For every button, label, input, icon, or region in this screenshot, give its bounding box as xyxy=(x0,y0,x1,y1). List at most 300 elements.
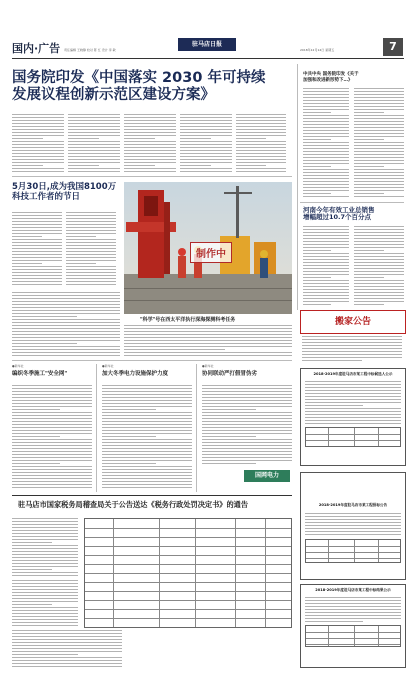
notice-body xyxy=(302,336,402,363)
page-number: 7 xyxy=(383,38,403,56)
text-line xyxy=(12,301,120,302)
text-line xyxy=(180,114,232,115)
text-line xyxy=(12,141,64,142)
text-line xyxy=(202,403,292,404)
text-line xyxy=(66,254,116,255)
text-line xyxy=(303,268,349,269)
bottom-story-2 xyxy=(102,364,192,377)
text-line xyxy=(305,534,401,535)
text-line xyxy=(303,187,349,188)
text-line xyxy=(102,406,192,407)
photo-stamp: 制作中 xyxy=(190,242,232,263)
text-line xyxy=(124,132,176,133)
bottom-story-1-body xyxy=(12,385,92,490)
text-line xyxy=(302,354,402,355)
text-line xyxy=(354,118,404,119)
text-line xyxy=(102,460,192,461)
text-line xyxy=(354,169,404,170)
text-line xyxy=(12,236,42,237)
ad-box-2-body xyxy=(305,513,401,537)
text-line xyxy=(305,516,401,517)
text-line xyxy=(12,575,78,576)
table-row-line xyxy=(85,564,291,565)
text-line xyxy=(66,275,116,276)
text-line xyxy=(305,390,401,391)
text-line xyxy=(354,241,404,242)
text-line xyxy=(12,406,92,407)
text-line xyxy=(180,168,232,169)
text-line xyxy=(354,289,404,290)
text-line xyxy=(12,337,120,338)
lead-story-body-col4 xyxy=(180,114,232,174)
text-line xyxy=(354,301,404,302)
right-story2-body-a xyxy=(303,226,349,307)
text-line xyxy=(236,162,286,163)
may30-headline xyxy=(12,183,116,203)
text-line xyxy=(180,144,232,145)
text-line xyxy=(303,259,349,260)
text-line xyxy=(12,622,78,623)
text-line xyxy=(303,124,349,125)
text-line xyxy=(68,114,120,115)
text-line xyxy=(124,156,176,157)
text-line xyxy=(202,400,292,401)
may30-body-col3 xyxy=(12,292,120,358)
text-line xyxy=(12,153,64,154)
text-line xyxy=(236,123,286,124)
text-line xyxy=(12,580,78,581)
table-row-line xyxy=(85,573,291,574)
text-line xyxy=(236,132,286,133)
right-story1-body-b xyxy=(354,88,404,199)
text-line xyxy=(202,436,256,437)
text-line xyxy=(102,400,192,401)
lead-divider xyxy=(12,176,292,177)
text-line xyxy=(12,604,52,605)
text-line xyxy=(180,153,232,154)
text-line xyxy=(68,159,120,160)
text-line xyxy=(12,263,42,264)
text-line xyxy=(12,388,92,389)
text-line xyxy=(12,292,120,293)
text-line xyxy=(305,522,401,523)
text-line xyxy=(354,142,404,143)
text-line xyxy=(354,178,404,179)
text-line xyxy=(354,265,404,266)
text-line xyxy=(202,430,292,431)
text-line xyxy=(180,150,232,151)
text-line xyxy=(202,421,292,422)
right-story2-headline-line2: 增幅超过10.7个百分点 xyxy=(303,213,372,222)
text-line xyxy=(12,542,52,543)
text-line xyxy=(12,583,78,584)
text-line xyxy=(12,592,78,593)
text-line xyxy=(12,415,92,416)
bottom-story-2-title: 加大冬季电力设施保护力度 xyxy=(102,371,169,377)
section-title: 国内·广告 xyxy=(12,42,61,55)
text-line xyxy=(354,130,404,131)
text-line xyxy=(12,322,120,323)
text-line xyxy=(12,278,62,279)
text-line xyxy=(12,554,78,555)
text-line xyxy=(180,141,232,142)
may30-headline-line1: 5月30日,成为我国8100万 xyxy=(12,182,117,192)
text-line xyxy=(66,245,116,246)
masthead-rule xyxy=(12,58,404,59)
text-line xyxy=(303,181,349,182)
text-line xyxy=(303,148,349,149)
text-line xyxy=(303,106,349,107)
text-line xyxy=(12,518,78,519)
text-line xyxy=(236,150,286,151)
text-line xyxy=(354,226,404,227)
text-line xyxy=(102,415,192,416)
text-line xyxy=(354,274,404,275)
ship-photo xyxy=(124,182,292,314)
text-line xyxy=(68,120,120,121)
text-line xyxy=(12,168,64,169)
text-line xyxy=(12,129,64,130)
text-line xyxy=(12,642,122,643)
text-line xyxy=(302,351,402,352)
text-line xyxy=(354,166,384,167)
text-line xyxy=(12,117,64,118)
tax-notice-headline: 驻马店市国家税务局稽查局关于公告送达《税务行政处罚决定书》的通告 xyxy=(18,500,249,509)
text-line xyxy=(303,271,349,272)
text-line xyxy=(12,242,62,243)
may30-body-col2 xyxy=(66,212,116,287)
text-line xyxy=(236,129,286,130)
text-line xyxy=(12,548,78,549)
text-line xyxy=(124,126,176,127)
text-line xyxy=(354,286,404,287)
text-line xyxy=(12,248,62,249)
table-row-line xyxy=(306,644,400,645)
text-line xyxy=(202,460,292,461)
text-line xyxy=(12,412,92,413)
text-line xyxy=(68,165,99,166)
text-line xyxy=(12,427,92,428)
text-line xyxy=(12,639,122,640)
text-line xyxy=(303,112,331,113)
text-line xyxy=(12,445,92,446)
text-line xyxy=(66,269,116,270)
text-line xyxy=(354,106,404,107)
notice-title: 搬家公告 xyxy=(334,317,371,327)
lead-story-body-col5 xyxy=(236,114,286,174)
text-line xyxy=(202,427,292,428)
text-line xyxy=(102,394,192,395)
text-line xyxy=(236,171,286,172)
text-line xyxy=(12,355,120,356)
text-line xyxy=(66,257,116,258)
text-line xyxy=(354,181,404,182)
text-line xyxy=(102,466,192,467)
text-line xyxy=(354,304,384,305)
text-line xyxy=(12,636,122,637)
text-line xyxy=(202,457,292,458)
text-line xyxy=(12,165,43,166)
text-line xyxy=(68,168,120,169)
text-line xyxy=(303,136,349,137)
text-line xyxy=(124,150,176,151)
text-line xyxy=(12,469,92,470)
text-line xyxy=(12,454,92,455)
text-line xyxy=(354,271,404,272)
text-line xyxy=(12,487,92,488)
text-line xyxy=(354,280,404,281)
text-line xyxy=(12,212,62,213)
text-line xyxy=(12,613,78,614)
text-line xyxy=(12,457,92,458)
text-line xyxy=(124,120,176,121)
text-line xyxy=(236,141,286,142)
photo-caption: "科学"号在西太平洋执行深海探测科考任务 xyxy=(140,317,236,323)
text-line xyxy=(124,135,176,136)
table-row-line xyxy=(85,582,291,583)
text-line xyxy=(12,598,78,599)
text-line xyxy=(180,117,232,118)
text-line xyxy=(305,396,401,397)
text-line xyxy=(102,412,192,413)
text-line xyxy=(354,259,404,260)
text-line xyxy=(305,618,401,619)
text-line xyxy=(12,442,92,443)
lead-headline xyxy=(12,70,282,103)
text-line xyxy=(12,257,62,258)
text-line xyxy=(12,328,120,329)
text-line xyxy=(124,144,176,145)
text-line xyxy=(354,112,384,113)
bottom-story-3-kicker: ●新华社 xyxy=(202,364,214,368)
text-line xyxy=(180,126,232,127)
text-line xyxy=(124,325,292,326)
text-line xyxy=(68,132,120,133)
text-line xyxy=(303,277,331,278)
table-row-line xyxy=(306,558,400,559)
text-line xyxy=(124,141,176,142)
text-line xyxy=(124,117,176,118)
table-row-line xyxy=(306,440,400,441)
text-line xyxy=(303,154,349,155)
text-line xyxy=(12,657,122,658)
text-line xyxy=(12,147,64,148)
text-line xyxy=(305,615,401,616)
ad-box-1 xyxy=(300,368,406,466)
text-line xyxy=(12,397,92,398)
text-line xyxy=(354,283,404,284)
text-line xyxy=(102,481,192,482)
text-line xyxy=(202,391,292,392)
text-line xyxy=(12,394,92,395)
text-line xyxy=(12,595,78,596)
table-row-line xyxy=(85,618,291,619)
text-line xyxy=(180,132,232,133)
text-line xyxy=(303,166,331,167)
text-line xyxy=(180,120,232,121)
text-line xyxy=(102,433,192,434)
right-divider xyxy=(300,202,404,203)
text-line xyxy=(202,394,292,395)
text-line xyxy=(180,147,232,148)
text-line xyxy=(102,421,192,422)
text-line xyxy=(354,163,404,164)
text-line xyxy=(180,129,232,130)
text-line xyxy=(303,262,349,263)
right-story1-title-line1: 中共中央 国务院印发《关于 xyxy=(303,72,359,77)
text-line xyxy=(12,162,64,163)
text-line xyxy=(12,625,78,626)
text-line xyxy=(124,349,225,350)
text-line xyxy=(305,606,401,607)
text-line xyxy=(68,162,120,163)
text-line xyxy=(302,345,402,346)
text-line xyxy=(124,153,176,154)
tax-notice-intro-a xyxy=(12,518,78,578)
text-line xyxy=(202,418,292,419)
text-line xyxy=(66,266,116,267)
bottom-story-2-body xyxy=(102,385,192,490)
table-row-line xyxy=(306,546,400,547)
text-line xyxy=(12,221,62,222)
ad-box-1-title: 2018-2019年度驻马店市某工程中标候选人公示 xyxy=(313,372,393,376)
right-story1-title-line2: 加强和改进新形势下…》 xyxy=(303,77,353,83)
text-line xyxy=(12,610,78,611)
text-line xyxy=(303,235,349,236)
text-line xyxy=(303,145,349,146)
masthead-date: 2018年12月14日 星期五 xyxy=(300,48,335,52)
ad-box-3-table xyxy=(305,625,401,647)
lead-headline-line2: 发展议程创新示范区建设方案》 xyxy=(12,86,215,103)
text-line xyxy=(102,451,192,452)
text-line xyxy=(66,239,116,240)
text-line xyxy=(12,409,60,410)
text-line xyxy=(305,423,401,424)
text-line xyxy=(354,298,404,299)
text-line xyxy=(354,250,384,251)
text-line xyxy=(354,127,404,128)
text-line xyxy=(12,433,92,434)
text-line xyxy=(12,334,120,335)
text-line xyxy=(102,424,192,425)
text-line xyxy=(12,281,62,282)
text-line xyxy=(354,262,404,263)
text-line xyxy=(354,253,404,254)
text-line xyxy=(202,406,292,407)
text-line xyxy=(202,424,292,425)
text-line xyxy=(102,385,192,386)
ad-box-3-title: 2018-2019年度驻马店市某工程中标结果公示 xyxy=(315,588,391,592)
text-line xyxy=(12,551,78,552)
text-line xyxy=(303,244,349,245)
text-line xyxy=(302,357,402,358)
text-line xyxy=(12,572,78,573)
table-row-line xyxy=(85,591,291,592)
bottom-vrule-2 xyxy=(196,364,197,492)
text-line xyxy=(303,265,349,266)
text-line xyxy=(12,349,120,350)
text-line xyxy=(12,533,78,534)
text-line xyxy=(354,247,404,248)
text-line xyxy=(303,253,349,254)
text-line xyxy=(202,445,292,446)
text-line xyxy=(12,230,62,231)
text-line xyxy=(12,284,62,285)
text-line xyxy=(66,233,116,234)
text-line xyxy=(68,117,120,118)
text-line xyxy=(303,172,349,173)
text-line xyxy=(303,118,349,119)
text-line xyxy=(66,251,116,252)
text-line xyxy=(12,272,62,273)
table-row-line xyxy=(306,638,400,639)
text-line xyxy=(102,403,192,404)
text-line xyxy=(236,144,286,145)
text-line xyxy=(68,156,120,157)
text-line xyxy=(68,153,120,154)
text-line xyxy=(12,144,64,145)
text-line xyxy=(303,178,349,179)
text-line xyxy=(303,286,349,287)
text-line xyxy=(12,481,92,482)
text-line xyxy=(202,385,292,386)
text-line xyxy=(12,120,64,121)
bottom-story-2-kicker: ●新华社 xyxy=(102,364,114,368)
text-line xyxy=(305,417,401,418)
right-story1-body-a xyxy=(303,88,349,199)
text-line xyxy=(236,168,286,169)
text-line xyxy=(12,439,92,440)
text-line xyxy=(354,94,404,95)
text-line xyxy=(124,171,176,172)
text-line xyxy=(124,138,155,139)
text-line xyxy=(305,612,401,613)
text-line xyxy=(12,566,78,567)
text-line xyxy=(12,156,64,157)
text-line xyxy=(12,313,120,314)
text-line xyxy=(354,235,404,236)
text-line xyxy=(102,487,192,488)
text-line xyxy=(124,114,176,115)
text-line xyxy=(354,277,384,278)
tax-notice-intro-b xyxy=(12,580,78,628)
table-row-line xyxy=(306,434,400,435)
table-row-line xyxy=(85,609,291,610)
text-line xyxy=(124,337,292,338)
text-line xyxy=(236,147,286,148)
text-line xyxy=(12,424,92,425)
text-line xyxy=(12,227,62,228)
text-line xyxy=(302,342,402,343)
text-line xyxy=(102,472,192,473)
right-story1-title xyxy=(303,72,359,84)
text-line xyxy=(68,150,120,151)
table-row-line xyxy=(85,546,291,547)
bottom-story-3-title: 协同联动严打假冒伪劣 xyxy=(202,371,258,377)
text-line xyxy=(305,381,401,382)
text-line xyxy=(12,218,62,219)
table-row-line xyxy=(85,555,291,556)
text-line xyxy=(236,117,286,118)
text-line xyxy=(303,139,331,140)
text-line xyxy=(305,393,401,394)
text-line xyxy=(354,160,404,161)
text-line xyxy=(303,229,349,230)
text-line xyxy=(202,409,256,410)
masthead-logo: 驻马店日报 xyxy=(178,38,236,51)
text-line xyxy=(180,156,232,157)
text-line xyxy=(124,355,292,356)
